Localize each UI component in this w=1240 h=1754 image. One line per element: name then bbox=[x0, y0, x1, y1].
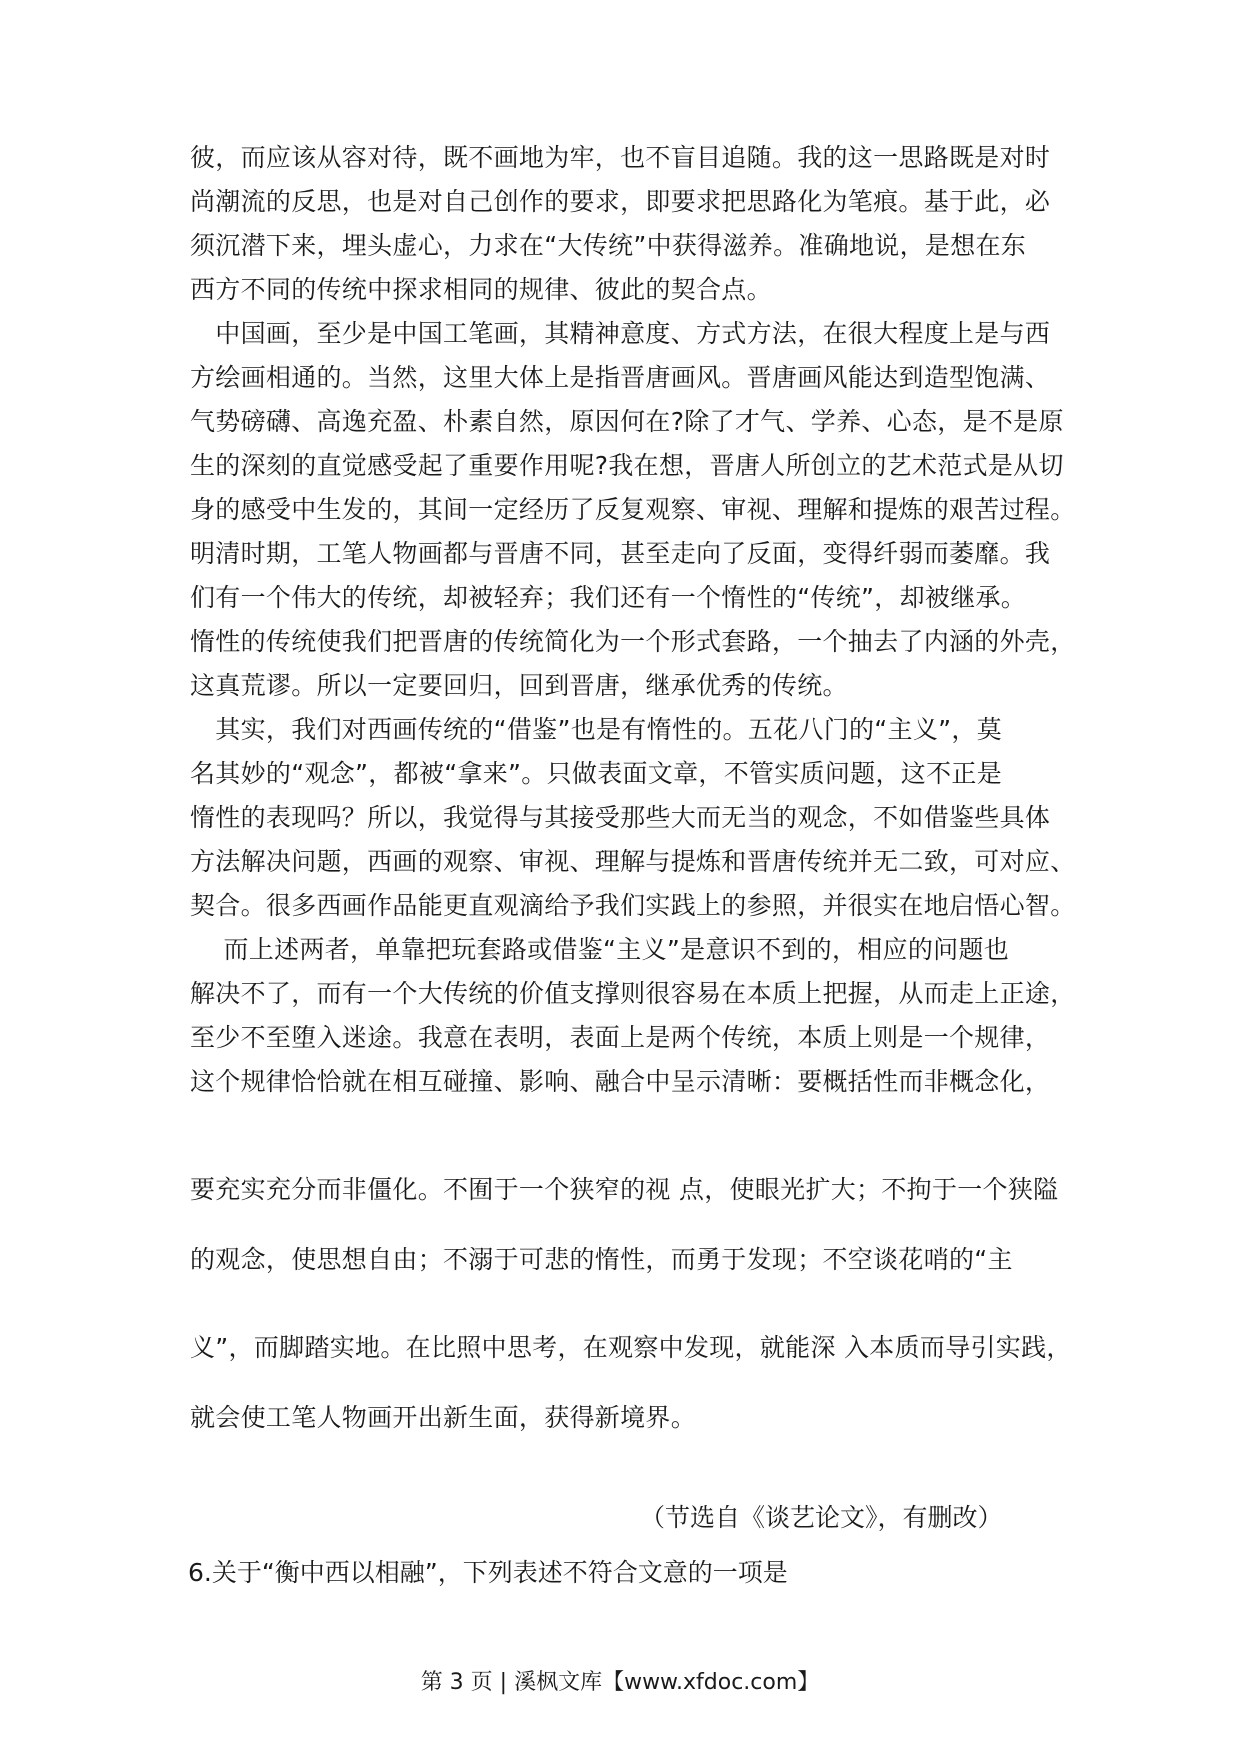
paragraph-line: 这个规律恰恰就在相互碰撞、影响、融合中呈示清晰：要概括性而非概念化， bbox=[190, 1067, 1051, 1096]
paragraph-line: 这真荒谬。所以一定要回归，回到晋唐，继承优秀的传统。 bbox=[190, 671, 848, 700]
paragraph-line: 彼，而应该从容对待，既不画地为牢，也不盲目追随。我的这一思路既是对时 bbox=[190, 143, 1051, 172]
paragraph-line: 要充实充分而非僵化。不囿于一个狭窄的视 点，使眼光扩大；不拘于一个狭隘 bbox=[190, 1175, 1059, 1204]
paragraph-line: 至少不至堕入迷途。我意在表明，表面上是两个传统，本质上则是一个规律， bbox=[190, 1023, 1051, 1052]
paragraph-line: 义”，而脚踏实地。在比照中思考，在观察中发现，就能深 入本质而导引实践， bbox=[190, 1333, 1072, 1362]
paragraph-line: 明清时期，工笔人物画都与晋唐不同，甚至走向了反面，变得纤弱而萎靡。我 bbox=[190, 539, 1051, 568]
paragraph-line: 须沉潜下来，埋头虚心，力求在“大传统”中获得滋养。准确地说，是想在东 bbox=[190, 231, 1027, 260]
paragraph-line: 身的感受中生发的，其间一定经历了反复观察、审视、理解和提炼的艰苦过程。 bbox=[190, 495, 1076, 524]
paragraph-line: 惰性的传统使我们把晋唐的传统简化为一个形式套路，一个抽去了内涵的外壳， bbox=[190, 627, 1076, 656]
paragraph-line: 惰性的表现吗？所以，我觉得与其接受那些大而无当的观念，不如借鉴些具体 bbox=[190, 803, 1051, 832]
paragraph-line: 而上述两者，单靠把玩套路或借鉴“主义”是意识不到的，相应的问题也 bbox=[190, 935, 1010, 964]
paragraph-line: 生的深刻的直觉感受起了重要作用呢?我在想，晋唐人所创立的艺术范式是从切 bbox=[190, 451, 1064, 480]
paragraph-line: 方法解决问题，西画的观察、审视、理解与提炼和晋唐传统并无二致，可对应、 bbox=[190, 847, 1076, 876]
source-citation: （节选自《谈艺论文》，有删改） bbox=[640, 1503, 1003, 1532]
paragraph-line: 就会使工笔人物画开出新生面，获得新境界。 bbox=[190, 1403, 697, 1432]
paragraph-line: 西方不同的传统中探求相同的规律、彼此的契合点。 bbox=[190, 275, 772, 304]
paragraph-line: 其实，我们对西画传统的“借鉴”也是有惰性的。五花八门的“主义”，莫 bbox=[190, 715, 1003, 744]
paragraph-line: 中国画，至少是中国工笔画，其精神意度、方式方法，在很大程度上是与西 bbox=[190, 319, 1051, 348]
paragraph-line: 们有一个伟大的传统，却被轻弃；我们还有一个惰性的“传统”，却被继承。 bbox=[190, 583, 1027, 612]
paragraph-line: 解决不了，而有一个大传统的价值支撑则很容易在本质上把握，从而走上正途， bbox=[190, 979, 1076, 1008]
paragraph-line: 尚潮流的反思，也是对自己创作的要求，即要求把思路化为笔痕。基于此，必 bbox=[190, 187, 1051, 216]
paragraph-line: 契合。很多西画作品能更直观滴给予我们实践上的参照，并很实在地启悟心智。 bbox=[190, 891, 1076, 920]
page-footer: 第 3 页 | 溪枫文库【www.xfdoc.com】 bbox=[420, 1670, 820, 1695]
question-6: 6.关于“衡中西以相融”，下列表述不符合文意的一项是 bbox=[188, 1558, 788, 1587]
paragraph-line: 方绘画相通的。当然，这里大体上是指晋唐画风。晋唐画风能达到造型饱满、 bbox=[190, 363, 1051, 392]
paragraph-line: 的观念，使思想自由；不溺于可悲的惰性，而勇于发现；不空谈花哨的“主 bbox=[190, 1245, 1013, 1274]
paragraph-line: 气势磅礴、高逸充盈、朴素自然，原因何在?除了才气、学养、心态，是不是原 bbox=[190, 407, 1064, 436]
paragraph-line: 名其妙的“观念”，都被“拿来”。只做表面文章，不管实质问题，这不正是 bbox=[190, 759, 1003, 788]
